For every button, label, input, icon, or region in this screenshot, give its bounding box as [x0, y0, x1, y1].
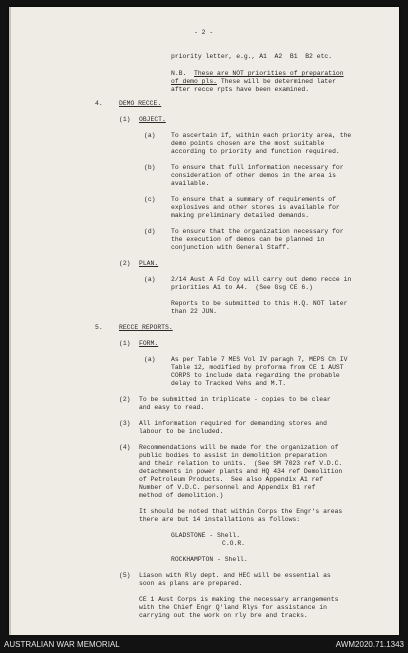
item-c-line: explosives and other stores is available for	[171, 204, 340, 211]
nb-line	[171, 70, 344, 78]
item-b-line: consideration of other demos in the area is	[171, 172, 336, 179]
item-c-label: (c)	[144, 196, 156, 203]
final-line: with the Chief Engr Q'land Rlys for assistance in	[139, 604, 327, 611]
section-5-number: 5.	[95, 324, 103, 331]
s5-sub4-line: and their relation to units. (See SM 7023 ref V.D.C.	[139, 460, 343, 467]
nb-line-2	[171, 78, 336, 86]
nb-prefix: N.B.	[171, 70, 187, 77]
item-b-line: available.	[171, 180, 210, 187]
final-line: carrying out the work on rly bre and tracks.	[139, 612, 308, 619]
plan-a-line: priorities A1 to A4. (See Gsg CE 6.)	[171, 284, 313, 291]
document-page	[9, 7, 399, 635]
item-d-line: the execution of demos can be planned in	[171, 236, 325, 243]
s5-sub3-line: labour to be included.	[139, 428, 224, 435]
form-a-line: Table 12, modified by proforma from CE 1 AUST	[171, 364, 344, 371]
form-a-line: As per Table 7 MES Vol IV paragh 7, MEPS Ch IV	[171, 356, 348, 363]
plan-report-line: than 22 JUN.	[171, 308, 218, 315]
item-d-line: To ensure that the organization necessary for	[171, 228, 344, 235]
form-a-line: delay to Tracked Vehs and M.T.	[171, 380, 287, 387]
item-a-line: according to priority and function required.	[171, 148, 340, 155]
s5-sub4-line: of Petroleum Products. See also Appendix A1 ref	[139, 476, 324, 483]
final-line: CE 1 Aust Corps is making the necessary arrangements	[139, 596, 339, 603]
item-a-line: To ascertain if, within each priority area, the	[171, 132, 352, 139]
nb-underlined: These are NOT priorities of preparation	[194, 70, 344, 77]
item-d-label: (d)	[144, 228, 156, 235]
s5-sub3-number: (3)	[119, 420, 131, 427]
footer-institution: AUSTRALIAN WAR MEMORIAL	[4, 640, 120, 649]
item-c-line: To ensure that a summary of requirements of	[171, 196, 336, 203]
s5-sub4-line: detachments in power plants and HQ 434 ref Demolition	[139, 468, 343, 475]
section-5-heading: RECCE REPORTS.	[119, 324, 173, 331]
plan-a-line: 2/14 Aust A Fd Coy will carry out demo recce in	[171, 276, 352, 283]
item-a-label: (a)	[144, 132, 156, 139]
item-d-line: conjunction with General Staff.	[171, 244, 290, 251]
form-a-line: CORPS to include data regarding the probable	[171, 372, 340, 379]
s4-sub1-number: (1)	[119, 116, 131, 123]
section-4-number: 4.	[95, 100, 103, 107]
s5-sub1-title: FORM.	[139, 340, 159, 347]
s5-sub1-number: (1)	[119, 340, 131, 347]
nb-line2-underlined: of demo pls.	[171, 78, 218, 85]
s5-sub4-number: (4)	[119, 444, 131, 451]
intro-line: priority letter, e.g., A1 A2 B1 B2 etc.	[171, 53, 333, 60]
s5-sub5-line: soon as plans are prepared.	[139, 580, 243, 587]
nb-line-3: after recce rpts have been examined.	[171, 86, 310, 93]
plan-a-label: (a)	[144, 276, 156, 283]
s5-sub2-number: (2)	[119, 396, 131, 403]
section-4-heading: DEMO RECCE.	[119, 100, 162, 107]
item-b-line: To ensure that full information necessary for	[171, 164, 344, 171]
s4-sub1-title: OBJECT.	[139, 116, 166, 123]
s5-sub5-line: Liason with Rly dept. and HEC will be essential as	[139, 572, 331, 579]
installation-rockhampton: ROCKHAMPTON - Shell.	[171, 556, 248, 563]
nb-line2-rest: These will be determined later	[217, 78, 336, 85]
item-a-line: demo points chosen are the most suitable	[171, 140, 325, 147]
form-a-label: (a)	[144, 356, 156, 363]
s5-sub3-line: All information required for demanding stores and	[139, 420, 327, 427]
s4-sub2-number: (2)	[119, 260, 131, 267]
s4-sub2-title: PLAN.	[139, 260, 159, 267]
s5-sub4-line: public bodies to assist in demolition preparation	[139, 452, 327, 459]
installation-gladstone: GLADSTONE - Shell.	[171, 532, 241, 539]
item-b-label: (b)	[144, 164, 156, 171]
s5-sub4-line: method of demolition.)	[139, 492, 224, 499]
s5-sub4-line: Number of V.D.C. personnel and Appendix B1 ref	[139, 484, 316, 491]
s5-sub4-line: Recommendations will be made for the organization of	[139, 444, 339, 451]
s5-sub2-line: To be submitted in triplicate - copies to be clear	[139, 396, 331, 403]
plan-report-line: Reports to be submitted to this H.Q. NOT later	[171, 300, 348, 307]
item-c-line: making preliminary detailed demands.	[171, 212, 310, 219]
s5-sub5-number: (5)	[119, 572, 131, 579]
installation-gladstone-cor: C.O.R.	[222, 540, 246, 547]
page-number: - 2 -	[194, 29, 214, 36]
note-line: It should be noted that within Corps the Engr's areas	[139, 508, 343, 515]
note-line: there are but 14 installations as follows:	[139, 516, 301, 523]
footer-accession-number: AWM2020.71.1343	[335, 640, 404, 649]
s5-sub2-line: and easy to read.	[139, 404, 205, 411]
archive-footer	[0, 635, 408, 653]
